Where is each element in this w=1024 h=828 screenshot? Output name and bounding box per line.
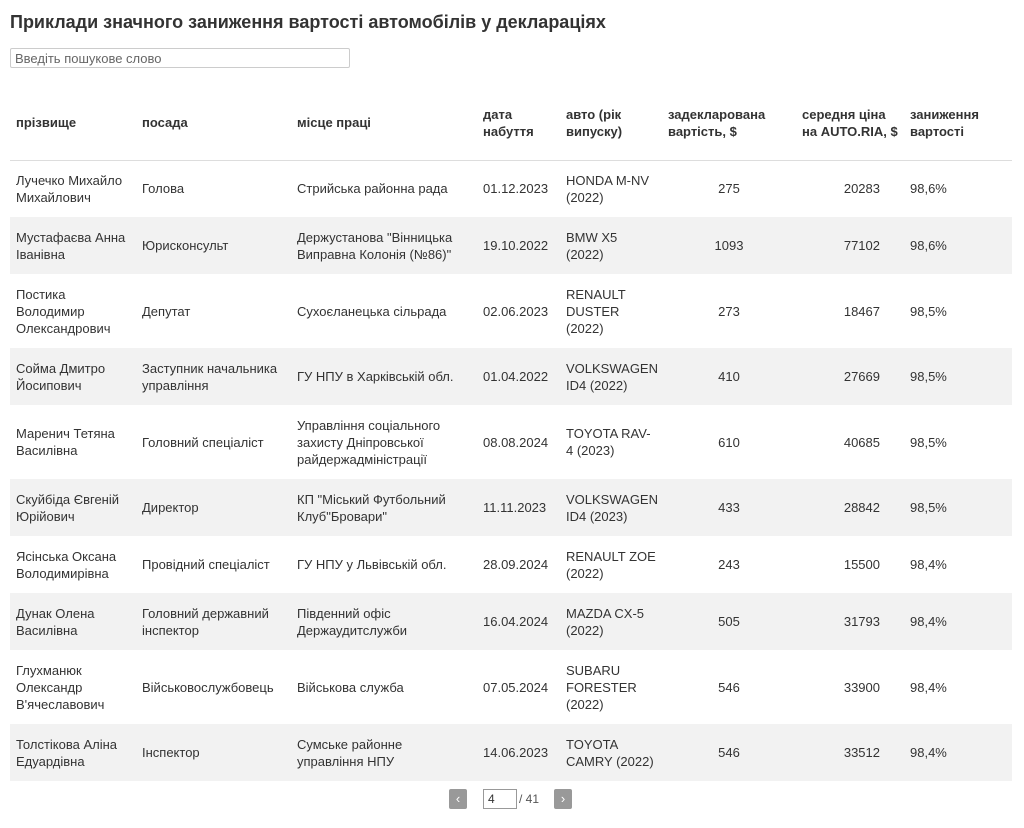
table-row: [10, 405, 1012, 479]
cell-average-price: 31793: [843, 614, 880, 629]
cell-average-price: 33900: [843, 679, 880, 695]
cell-average-price: 77102: [843, 238, 880, 253]
table-row: [10, 274, 1012, 348]
cell-workplace: Держустанова "Вінницька Виправна Колонія (№86)": [297, 229, 453, 262]
table-row: [10, 724, 1012, 781]
cell-declared-value: 273: [718, 303, 740, 319]
cell-surname: Ясінська Оксана Володимирівна: [16, 548, 117, 581]
cell-declared-value: 1093: [714, 238, 744, 253]
column-header-position[interactable]: посада: [136, 86, 291, 160]
cell-acquisition-date: 02.06.2023: [483, 303, 549, 319]
cell-average-price: 27669: [843, 369, 880, 384]
column-header-surname[interactable]: прізвище: [10, 86, 136, 160]
column-header-understatement[interactable]: заниження вартості: [904, 86, 1012, 160]
page-total: / 41: [519, 792, 540, 806]
cell-workplace: Сухоєланецька сільрада: [297, 303, 447, 319]
cell-car: BMW X5 (2022): [566, 229, 618, 262]
cell-workplace: КП "Міський Футбольний Клуб"Бровари": [297, 491, 446, 524]
cell-acquisition-date: 07.05.2024: [483, 679, 549, 695]
cell-position: Голова: [142, 181, 185, 197]
column-header-workplace[interactable]: місце праці: [291, 86, 477, 160]
cell-workplace: Військова служба: [297, 679, 404, 695]
cell-position: Головний спеціаліст: [142, 434, 264, 450]
cell-car: TOYOTA RAV-4 (2023): [566, 426, 651, 458]
page-number-input[interactable]: [483, 789, 517, 809]
cell-declared-value: 275: [718, 181, 740, 197]
cell-average-price: 40685: [843, 434, 880, 450]
cell-car: HONDA M-NV (2022): [566, 172, 650, 205]
cell-position: Юрисконсульт: [142, 238, 229, 253]
table-header-row: [10, 86, 1012, 160]
cell-position: Директор: [142, 500, 199, 515]
cell-position: Провідний спеціаліст: [142, 557, 270, 572]
next-page-button[interactable]: [554, 789, 572, 809]
cell-surname: Постика Володимир Олександрович: [16, 286, 111, 336]
cell-acquisition-date: 16.04.2024: [483, 614, 549, 629]
cell-acquisition-date: 08.08.2024: [483, 434, 549, 450]
cell-position: Військовослужбовець: [142, 679, 274, 695]
cell-declared-value: 243: [718, 557, 740, 572]
table-row: [10, 536, 1012, 593]
cell-declared-value: 610: [718, 434, 740, 450]
chevron-left-icon: ‹: [455, 791, 461, 806]
cell-surname: Толстікова Аліна Едуардівна: [16, 736, 118, 769]
cell-average-price: 18467: [843, 303, 880, 319]
cell-surname: Скуйбіда Євгеній Юрійович: [16, 491, 120, 524]
search-input[interactable]: [10, 48, 350, 68]
cell-car: MAZDA CX-5 (2022): [566, 605, 645, 638]
cell-understatement: 98,6%: [910, 181, 947, 197]
cell-understatement: 98,5%: [910, 434, 947, 450]
cell-declared-value: 410: [718, 369, 740, 384]
table-row: [10, 348, 1012, 405]
cell-workplace: ГУ НПУ в Харківській обл.: [297, 369, 454, 384]
cell-acquisition-date: 14.06.2023: [483, 745, 549, 760]
cell-car: VOLKSWAGEN ID4 (2023): [566, 491, 658, 524]
table-row: [10, 160, 1012, 217]
cell-workplace: Сумське районне управління НПУ: [297, 736, 403, 769]
table-row: [10, 479, 1012, 536]
cell-surname: Мустафаєва Анна Іванівна: [16, 229, 126, 262]
column-header-average-price[interactable]: середня ціна на AUTO.RIA, $: [796, 86, 904, 160]
pagination: [0, 789, 1024, 809]
cell-acquisition-date: 01.04.2022: [483, 369, 549, 384]
column-header-acquisition-date[interactable]: дата набуття: [477, 86, 560, 160]
cell-car: SUBARU FORESTER (2022): [566, 662, 637, 712]
cell-understatement: 98,5%: [910, 369, 947, 384]
cell-understatement: 98,4%: [910, 679, 947, 695]
cell-workplace: Південний офіс Держаудитслужби: [297, 605, 408, 638]
cell-declared-value: 433: [718, 500, 740, 515]
cell-understatement: 98,5%: [910, 303, 947, 319]
cell-declared-value: 505: [718, 614, 740, 629]
cell-position: Заступник начальника управління: [142, 360, 278, 393]
cell-surname: Дунак Олена Василівна: [16, 605, 95, 638]
cell-acquisition-date: 19.10.2022: [483, 238, 549, 253]
table-row: [10, 593, 1012, 650]
page-title: Приклади значного заниження вартості автомобілів у деклараціях: [10, 12, 606, 32]
cell-position: Головний державний інспектор: [142, 605, 269, 638]
cell-car: VOLKSWAGEN ID4 (2022): [566, 360, 658, 393]
declarations-table: [10, 86, 1012, 781]
cell-declared-value: 546: [718, 679, 740, 695]
cell-average-price: 15500: [843, 557, 880, 572]
cell-workplace: ГУ НПУ у Львівській обл.: [297, 557, 447, 572]
cell-surname: Глухманюк Олександр В'ячеславович: [16, 662, 105, 712]
cell-position: Депутат: [142, 303, 191, 319]
cell-car: RENAULT ZOE (2022): [566, 548, 656, 581]
cell-surname: Сойма Дмитро Йосипович: [16, 360, 106, 393]
cell-understatement: 98,4%: [910, 614, 947, 629]
chevron-right-icon: ›: [560, 791, 566, 806]
cell-understatement: 98,6%: [910, 238, 947, 253]
cell-acquisition-date: 28.09.2024: [483, 557, 549, 572]
cell-average-price: 20283: [843, 181, 880, 197]
cell-surname: Лучечко Михайло Михайлович: [16, 172, 123, 205]
cell-car: RENAULT DUSTER (2022): [566, 286, 626, 336]
column-header-declared-value[interactable]: задекларована вартість, $: [662, 86, 796, 160]
cell-surname: Маренич Тетяна Василівна: [16, 426, 115, 458]
cell-understatement: 98,4%: [910, 557, 947, 572]
cell-position: Інспектор: [142, 745, 200, 760]
cell-car: TOYOTA CAMRY (2022): [566, 736, 654, 769]
table-row: [10, 217, 1012, 274]
column-header-car[interactable]: авто (рік випуску): [560, 86, 662, 160]
cell-average-price: 33512: [843, 745, 880, 760]
cell-understatement: 98,5%: [910, 500, 947, 515]
prev-page-button[interactable]: [449, 789, 467, 809]
cell-average-price: 28842: [843, 500, 880, 515]
cell-acquisition-date: 01.12.2023: [483, 181, 549, 197]
cell-acquisition-date: 11.11.2023: [483, 500, 547, 515]
cell-declared-value: 546: [718, 745, 740, 760]
cell-workplace: Стрийська районна рада: [297, 181, 448, 197]
table-row: [10, 650, 1012, 724]
cell-workplace: Управління соціального захисту Дніпровської райдержадміністрації: [297, 417, 441, 467]
cell-understatement: 98,4%: [910, 745, 947, 760]
